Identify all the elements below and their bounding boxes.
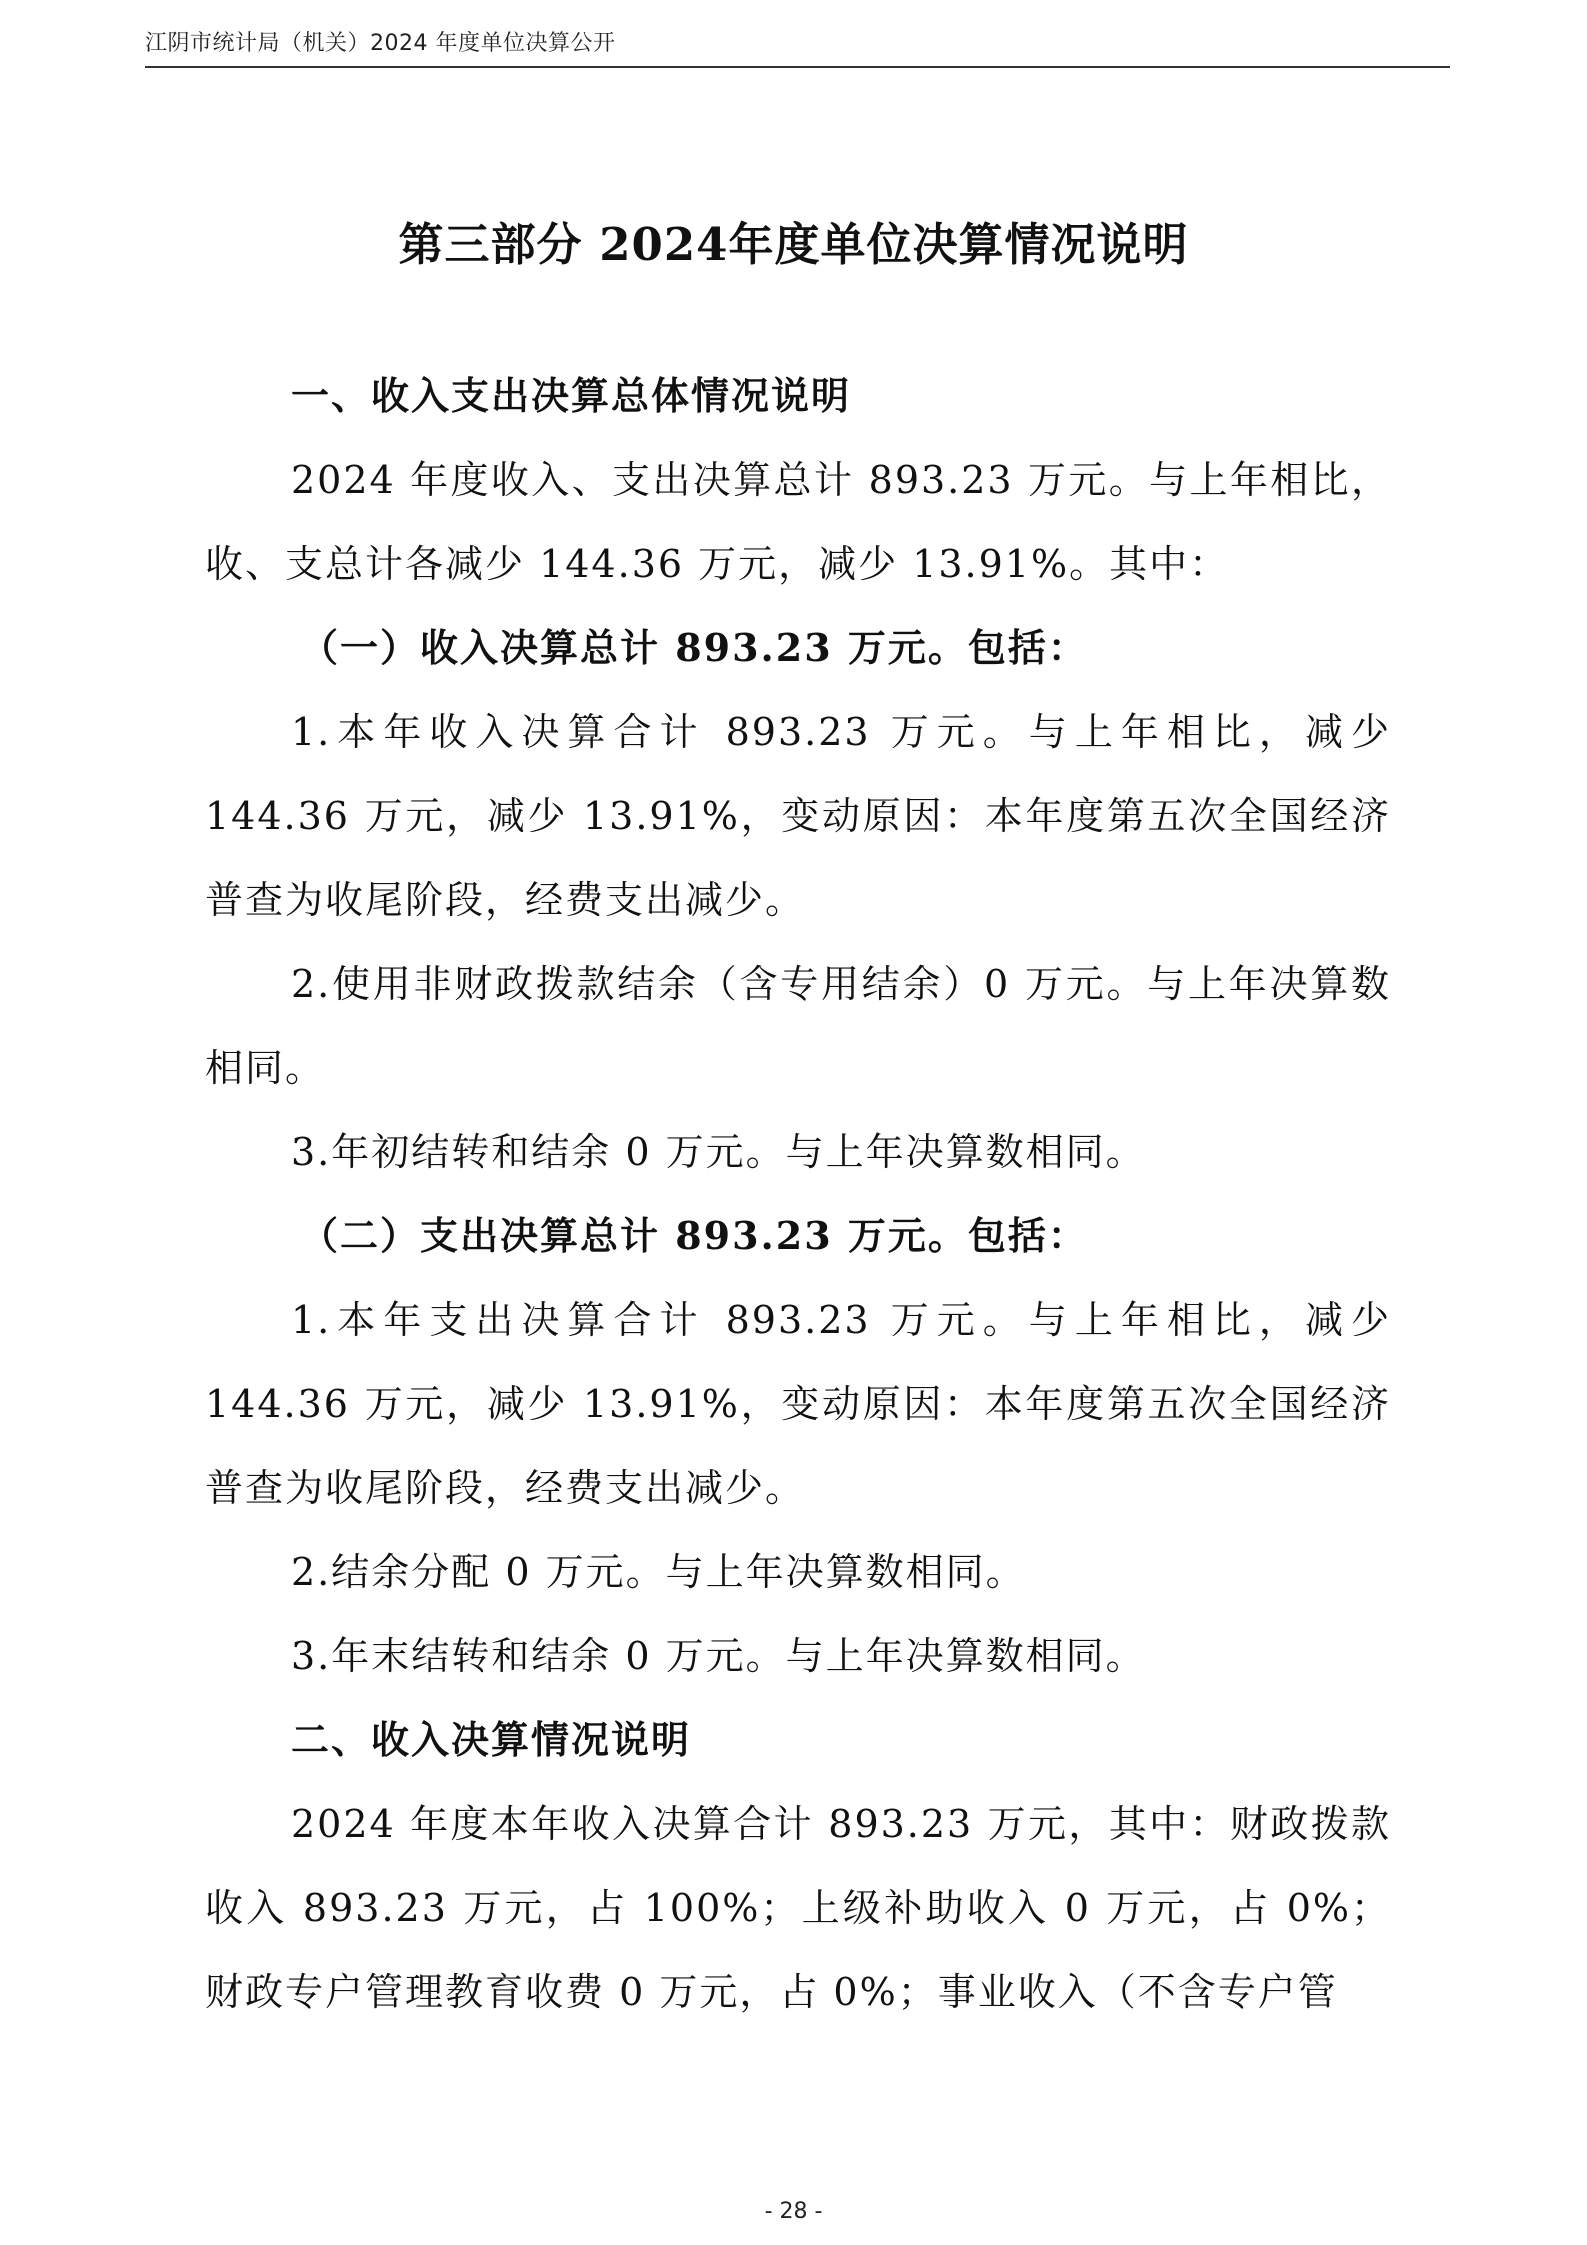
paragraph-income-item-1: 1.本年收入决算合计 893.23 万元。与上年相比，减少 144.36 万元，减少 13.91%，变动原因：本年度第五次全国经济普查为收尾阶段，经费支出减少。 — [205, 710, 1391, 922]
paragraph-expense-item-1: 1.本年支出决算合计 893.23 万元。与上年相比，减少 144.36 万元，减少 13.91%，变动原因：本年度第五次全国经济普查为收尾阶段，经费支出减少。 — [205, 1298, 1391, 1510]
paragraph-income-item-2: 2.使用非财政拨款结余（含专用结余）0 万元。与上年决算数相同。 — [205, 962, 1391, 1090]
section-heading-1: 一、收入支出决算总体情况说明 — [291, 373, 852, 418]
subsection-income-total: （一）收入决算总计 893.23 万元。包括： — [300, 625, 1088, 670]
page-number: - 28 - — [764, 2199, 823, 2224]
paragraph-income-item-3: 3.年初结转和结余 0 万元。与上年决算数相同。 — [291, 1130, 1146, 1174]
section-heading-2: 二、收入决算情况说明 — [291, 1717, 692, 1762]
document-body — [205, 354, 1391, 2034]
paragraph-overview: 2024 年度收入、支出决算总计 893.23 万元。与上年相比，收、支总计各减少 144.36 万元，减少 13.91%。其中： — [205, 458, 1391, 586]
paragraph-income-breakdown: 2024 年度本年收入决算合计 893.23 万元，其中：财政拨款收入 893.23 万元，占 100%；上级补助收入 0 万元，占 0%；财政专户管理教育收费 0 万元，占 0%；事业收入（不含专户管 — [205, 1802, 1391, 2014]
page-title: 第三部分 2024年度单位决算情况说明 — [398, 218, 1189, 271]
paragraph-expense-item-2: 2.结余分配 0 万元。与上年决算数相同。 — [291, 1550, 1026, 1594]
running-header: 江阴市统计局（机关）2024 年度单位决算公开 — [145, 31, 616, 56]
header-divider — [145, 66, 1450, 68]
paragraph-expense-item-3: 3.年末结转和结余 0 万元。与上年决算数相同。 — [291, 1634, 1146, 1678]
subsection-expense-total: （二）支出决算总计 893.23 万元。包括： — [300, 1213, 1088, 1258]
